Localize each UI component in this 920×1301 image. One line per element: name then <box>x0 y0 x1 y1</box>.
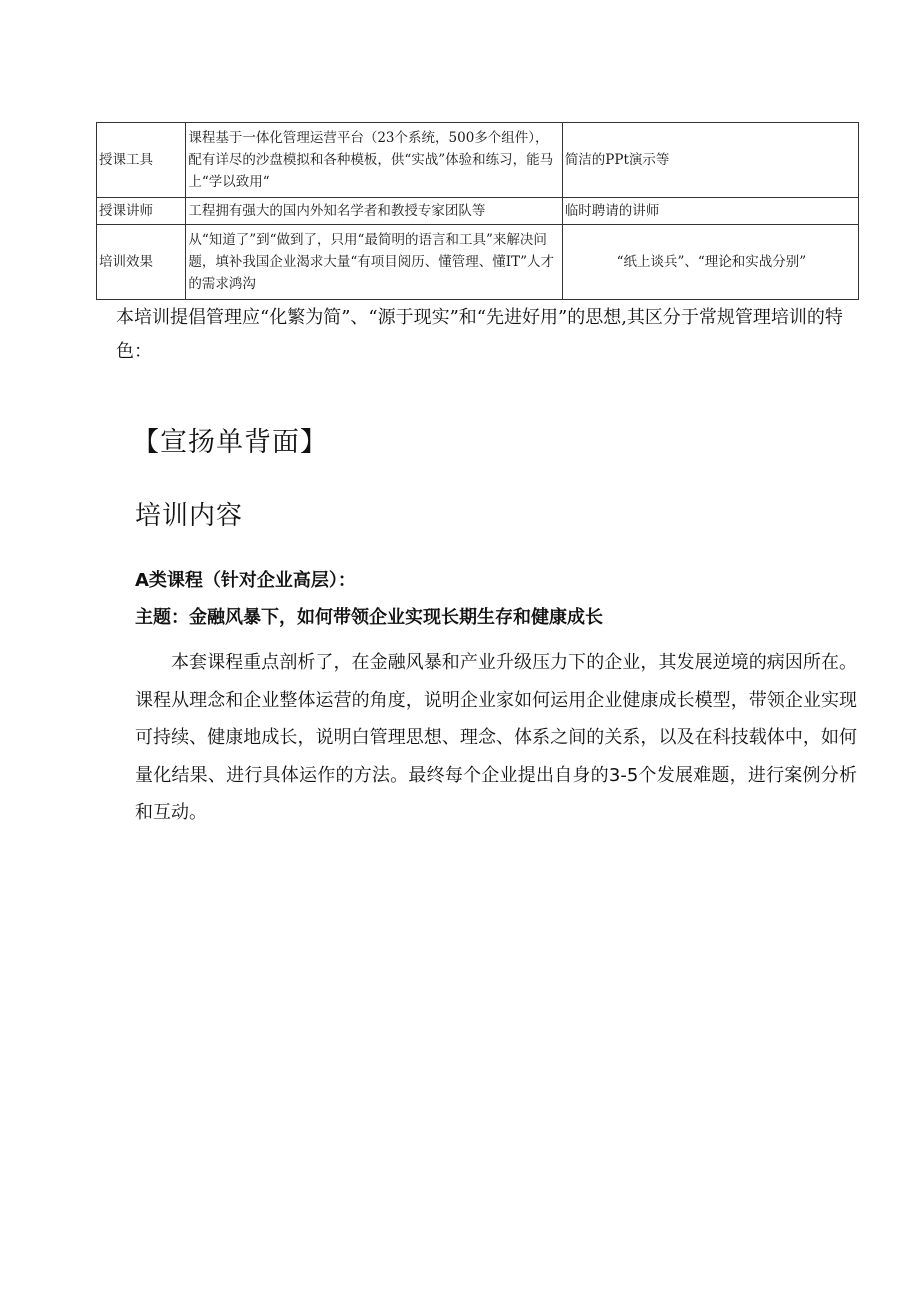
other-tools-cell: 简洁的PPt演示等 <box>562 123 858 198</box>
table-row <box>97 123 859 198</box>
our-tools-cell: 课程基于一体化管理运营平台（23个系统，500多个组件），配有详尽的沙盘模拟和各种模板，供“实战”体验和练习，能马上“学以致用“ <box>186 123 562 198</box>
other-lecturers-cell: 临时聘请的讲师 <box>562 198 858 225</box>
other-effect-cell: “纸上谈兵”、“理论和实战分别” <box>562 225 858 300</box>
table-row <box>97 225 859 300</box>
row-label-lecturers: 授课讲师 <box>97 198 186 225</box>
course-category-label: A类课程（针对企业高层）： <box>135 570 356 591</box>
our-lecturers-cell: 工程拥有强大的国内外知名学者和教授专家团队等 <box>186 198 562 225</box>
course-description: 本套课程重点剖析了，在金融风暴和产业升级压力下的企业，其发展逆境的病因所在。课程从理念和企业整体运营的角度，说明企业家如何运用企业健康成长模型，带领企业实现可持续、健康地成长，说明白管理思想、理念、体系之间的关系，以及在科技载体中，如何量化结果、进行具体运作的方法。最终每个企业提出自身的3-5个发展难题，进行案例分析和互动。 <box>135 652 857 823</box>
table-row <box>97 198 859 225</box>
section-title: 培训内容 <box>135 501 244 531</box>
row-label-effect: 培训效果 <box>97 225 186 300</box>
course-theme: 主题：金融风暴下，如何带领企业实现长期生存和健康成长 <box>135 607 603 628</box>
back-side-heading: 【宣扬单背面】 <box>132 427 328 458</box>
intro-paragraph: 本培训提倡管理应“化繁为简”、“源于现实”和“先进好用”的思想,其区分于常规管理培训的特色： <box>116 307 843 362</box>
row-label-tools: 授课工具 <box>97 123 186 198</box>
our-effect-cell: 从“知道了”到“做到了，只用“最简明的语言和工具”来解决问题，填补我国企业渴求大量“有项目阅历、懂管理、懂IT”人才的需求鸿沟 <box>186 225 562 300</box>
comparison-table <box>96 122 859 300</box>
